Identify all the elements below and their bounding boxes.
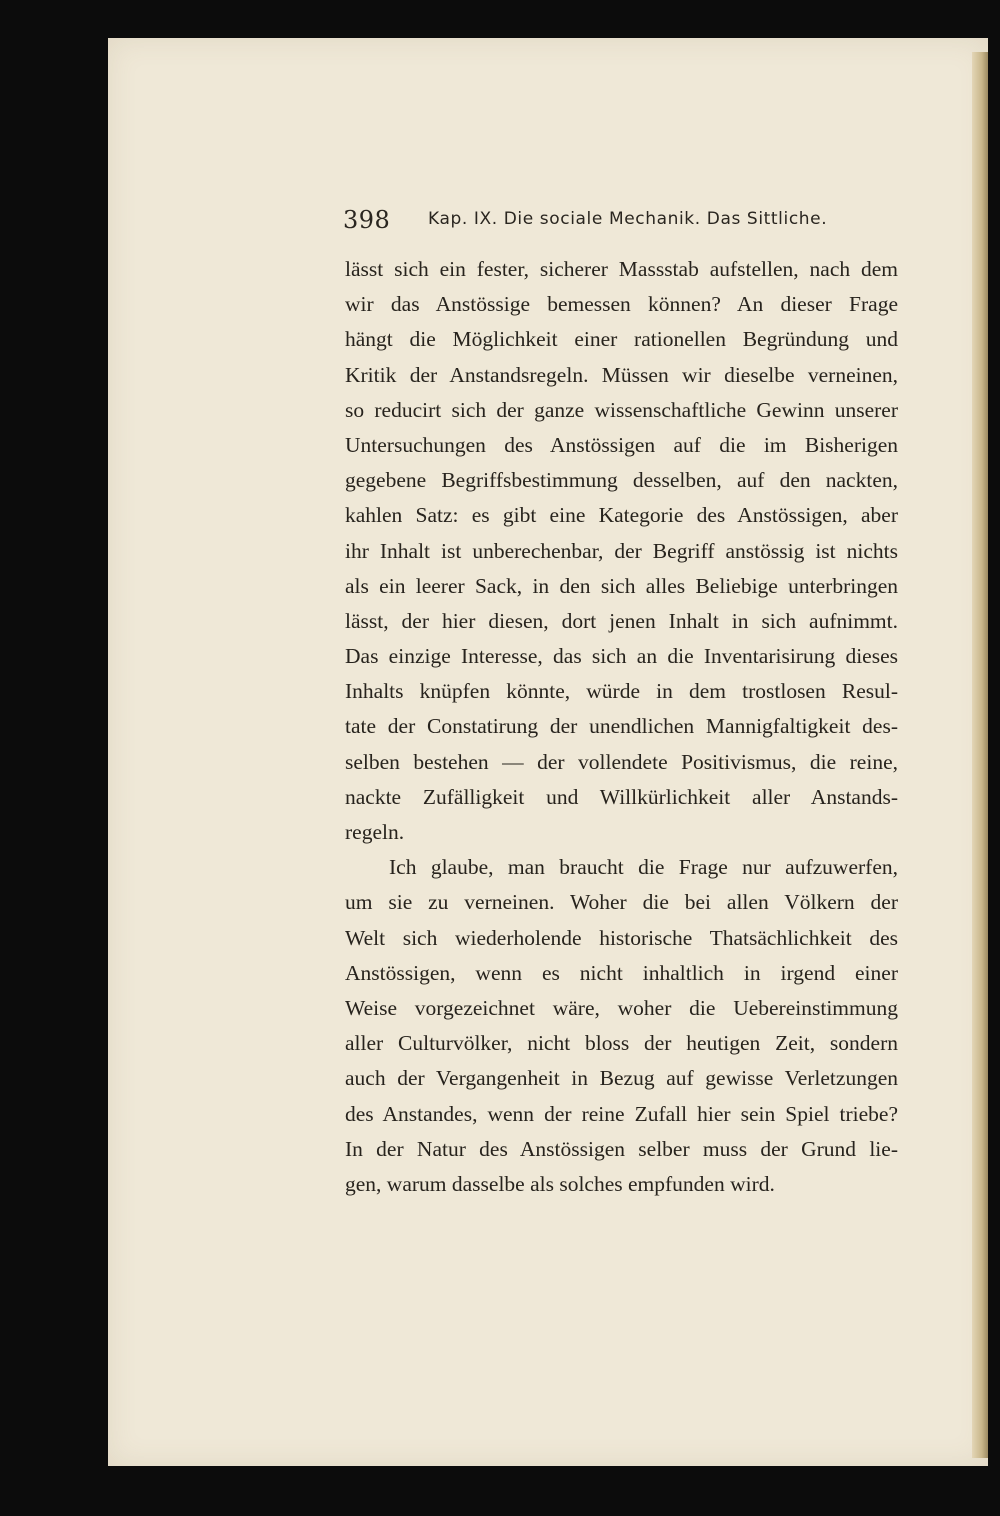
text-line: des Anstandes, wenn der reine Zufall hier sein Spiel triebe? [345,1101,898,1126]
text-line: Anstössigen, wenn es nicht inhaltlich in irgend einer [345,960,898,985]
page-header [343,206,903,238]
text-line: als ein leerer Sack, in den sich alles Beliebige unterbringen [345,573,898,598]
text-line: regeln. [345,820,405,844]
body-text [345,252,898,1202]
text-line: um sie zu verneinen. Woher die bei allen Völkern der [345,890,898,915]
text-line: Welt sich wiederholende historische Thatsächlichkeit des [345,925,898,950]
text-line: Inhalts knüpfen könnte, würde in dem trostlosen Resul- [345,679,898,704]
text-line: Kritik der Anstandsregeln. Müssen wir dieselbe verneinen, [345,362,898,387]
text-line: lässt, der hier diesen, dort jenen Inhalt in sich aufnimmt. [345,608,898,633]
text-line: Untersuchungen des Anstössigen auf die im Bisherigen [345,432,898,457]
text-line: lässt sich ein fester, sicherer Massstab aufstellen, nach dem [345,257,898,281]
text-line: so reducirt sich der ganze wissenschaftliche Gewinn unserer [345,397,898,422]
text-line: Ich glaube, man braucht die Frage nur aufzuwerfen, [389,855,898,880]
running-title: Kap. IX. Die sociale Mechanik. Das Sittliche. [428,209,828,229]
text-line: aller Culturvölker, nicht bloss der heutigen Zeit, sondern [345,1031,898,1056]
text-line: ihr Inhalt ist unberechenbar, der Begriff anstössig ist nichts [345,538,898,563]
text-line: In der Natur des Anstössigen selber muss der Grund lie- [345,1136,898,1161]
page-edge [972,52,988,1458]
text-line: hängt die Möglichkeit einer rationellen Begründung und [345,327,898,352]
text-line: tate der Constatirung der unendlichen Mannigfaltigkeit des- [345,714,898,739]
paragraph-1 [345,252,898,850]
text-line: gegebene Begriffsbestimmung desselben, auf den nackten, [345,468,898,493]
text-line: gen, warum dasselbe als solches empfunden wird. [345,1171,775,1196]
text-line: wir das Anstössige bemessen können? An dieser Frage [345,292,898,317]
text-line: auch der Vergangenheit in Bezug auf gewisse Verletzungen [345,1066,898,1091]
paragraph-2 [345,850,898,1202]
text-line: nackte Zufälligkeit und Willkürlichkeit aller Anstands- [345,784,898,809]
page-number: 398 [343,206,391,234]
text-line: selben bestehen — der vollendete Positivismus, die reine, [345,749,898,774]
text-line: Das einzige Interesse, das sich an die Inventarisirung dieses [345,644,898,669]
text-line: kahlen Satz: es gibt eine Kategorie des Anstössigen, aber [345,503,898,528]
text-line: Weise vorgezeichnet wäre, woher die Uebereinstimmung [345,995,898,1020]
